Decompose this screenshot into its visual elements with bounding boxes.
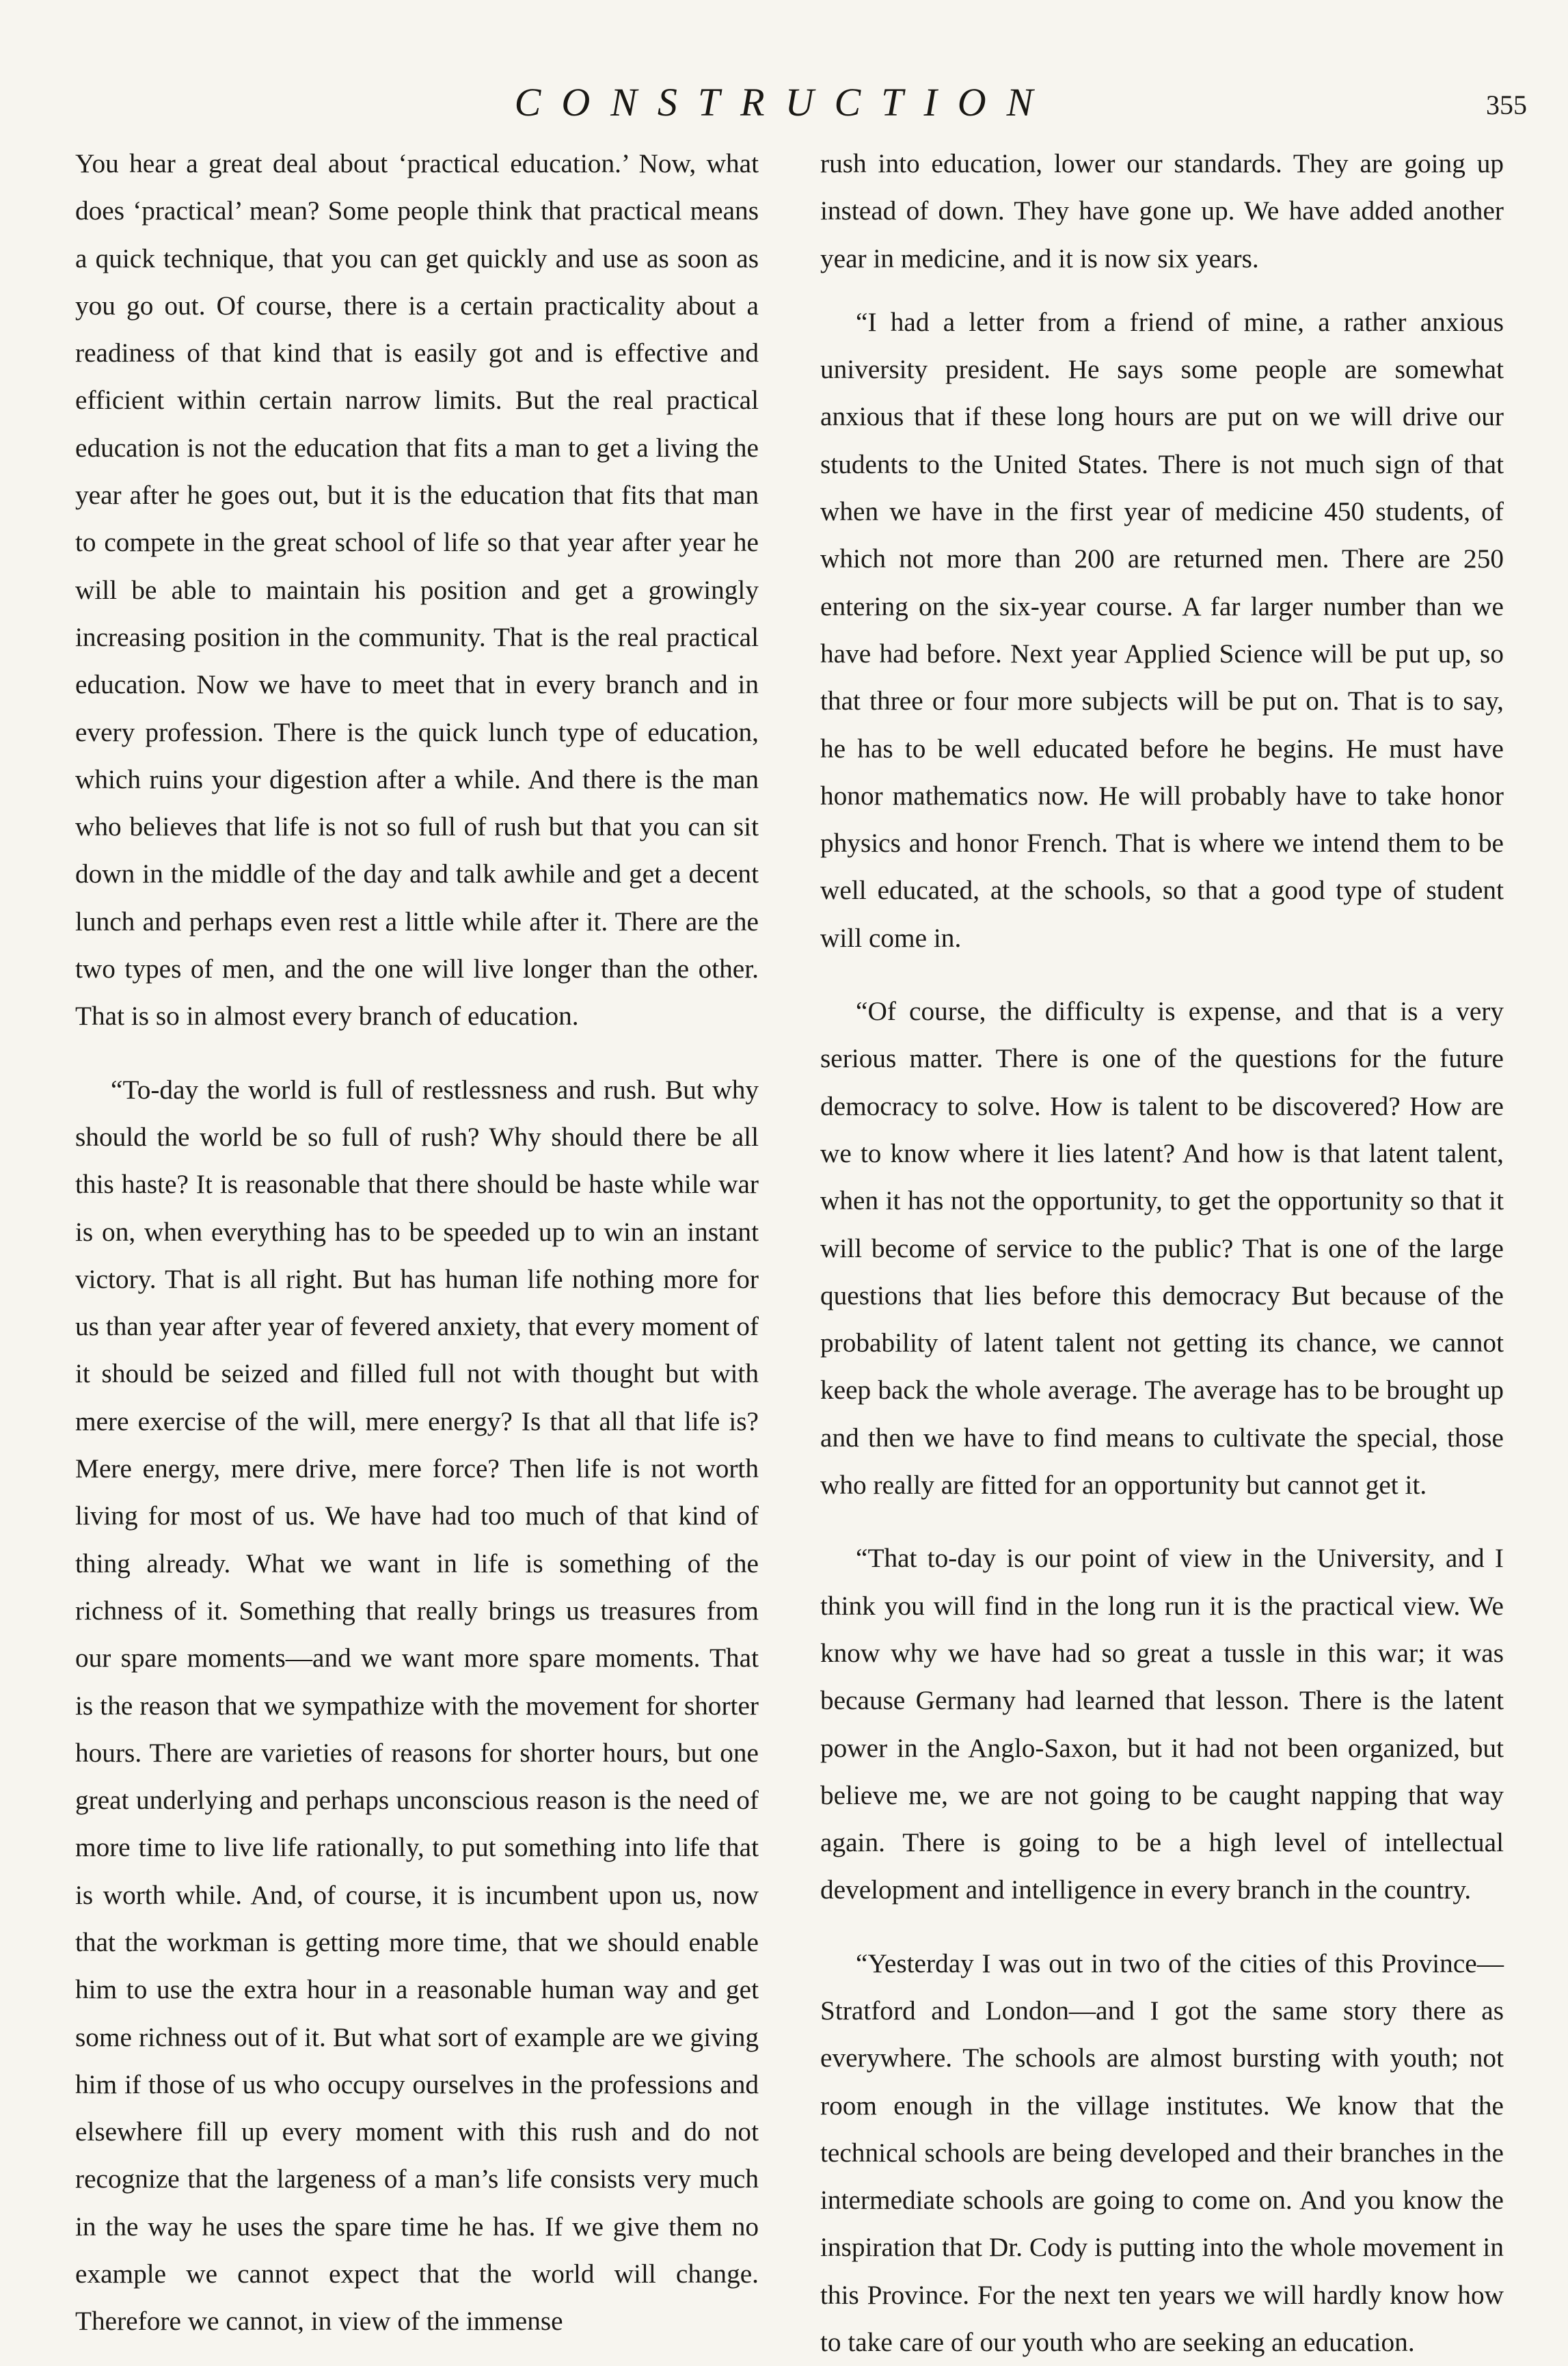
paragraph: “To-day the world is full of restlessness and rush. But why should the world be so full of rush? Why should there be all this haste? It is reasonable that there should be haste while war is on, when everything has to be speeded up to win an instant victory. That is all right. But has human life nothing more for us than year after year of fevered anxiety, that every moment of it should be seized and filled full not with thought but with mere exercise of the will, mere energy? Is that all that life is? Mere energy, mere drive, mere force? Then life is not worth living for most of us. We have had too much of that kind of thing already. What we want in life is something of the richness of it. Something that really brings us treasures from our spare moments—and we want more spare moments. That is the reason that we sympathize with the movement for shorter hours. There are varieties of reasons for shorter hours, but one great underlying and perhaps unconscious reason is the need of more time to live life rationally, to put something into life that is worth while. And, of course, it is incumbent upon us, now that the workman is getting more time, that we should enable him to use the extra hour in a reasonable human way and get some richness out of it. But what sort of example are we giving him if those of us who occupy ourselves in the professions and elsewhere fill up every moment with this rush and do not recognize that the largeness of a man’s life consists very much in the way he uses the spare time he has. If we give them no example we cannot expect that the world will change. Therefore we cannot, in view of the immense [75,1074,759,2337]
page-header [0,75,1568,130]
paragraph: “Of course, the difficulty is expense, and that is a very serious matter. There is one of the questions for the future democracy to solve. How is talent to be discovered? How are we to know where it lies latent? And how is that latent talent, when it has not the opportunity, to get the opportunity so that it will become of service to the public? That is one of the large questions that lies before this democracy But because of the probability of latent talent not getting its chance, we cannot keep back the whole average. The average has to be brought up and then we have to find means to cultivate the special, those who really are fitted for an opportunity but cannot get it. [820,996,1504,1501]
left-column [75,140,759,2345]
paragraph: rush into education, lower our standards. They are going up instead of down. They have gone up. We have added another year in medicine, and it is now six years. [820,148,1504,273]
paragraph: “Yesterday I was out in two of the cities of this Province—Stratford and London—and I got the same story there as everywhere. The schools are almost bursting with youth; not room enough in the village institutes. We know that the technical schools are being developed and their branches in the intermediate schools are going to come on. And you know the inspiration that Dr. Cody is putting into the whole movement in this Province. For the next ten years we will hardly know how to take care of our youth who are seeking an education. [820,1948,1504,2358]
paragraph: “That to-day is our point of view in the University, and I think you will find in the long run it is the practical view. We know why we have had so great a tussle in this war; it was because Germany had learned that lesson. There is the latent power in the Anglo-Saxon, but it had not been organized, but believe me, we are not going to be caught napping that way again. There is going to be a high level of intellectual development and intelligence in every branch in the country. [820,1543,1504,1905]
paragraph: You hear a great deal about ‘practical education.’ Now, what does ‘practical’ mean? Some people think that practical means a quick technique, that you can get quickly and use as soon as you go out. Of course, there is a certain practicality about a readiness of that kind that is easily got and is effective and efficient within certain narrow limits. But the real practical education is not the education that fits a man to get a living the year after he goes out, but it is the education that fits that man to compete in the great school of life so that year after year he will be able to maintain his position and get a growingly increasing position in the community. That is the real practical education. Now we have to meet that in every branch and in every profession. There is the quick lunch type of education, which ruins your digestion after a while. And there is the man who believes that life is not so full of rush but that you can sit down in the middle of the day and talk awhile and get a decent lunch and perhaps even rest a little while after it. There are the two types of men, and the one will live longer than the other. That is so in almost every branch of education. [75,148,759,1032]
page-number: 355 [1486,90,1527,120]
paragraph: “I had a letter from a friend of mine, a rather anxious university president. He says some people are somewhat anxious that if these long hours are put on we will drive our students to the United States. There is not much sign of that when we have in the first year of medicine 450 students, of which not more than 200 are returned men. There are 250 entering on the six-year course. A far larger number than we have had before. Next year Applied Science will be put up, so that three or four more subjects will be put on. That is to say, he has to be well educated before he begins. He must have honor mathematics now. He will probably have to take honor physics and honor French. That is where we intend them to be well educated, at the schools, so that a good type of student will come in. [820,306,1504,953]
right-column [820,140,1504,2366]
journal-title: CONSTRUCTION [514,80,1054,124]
